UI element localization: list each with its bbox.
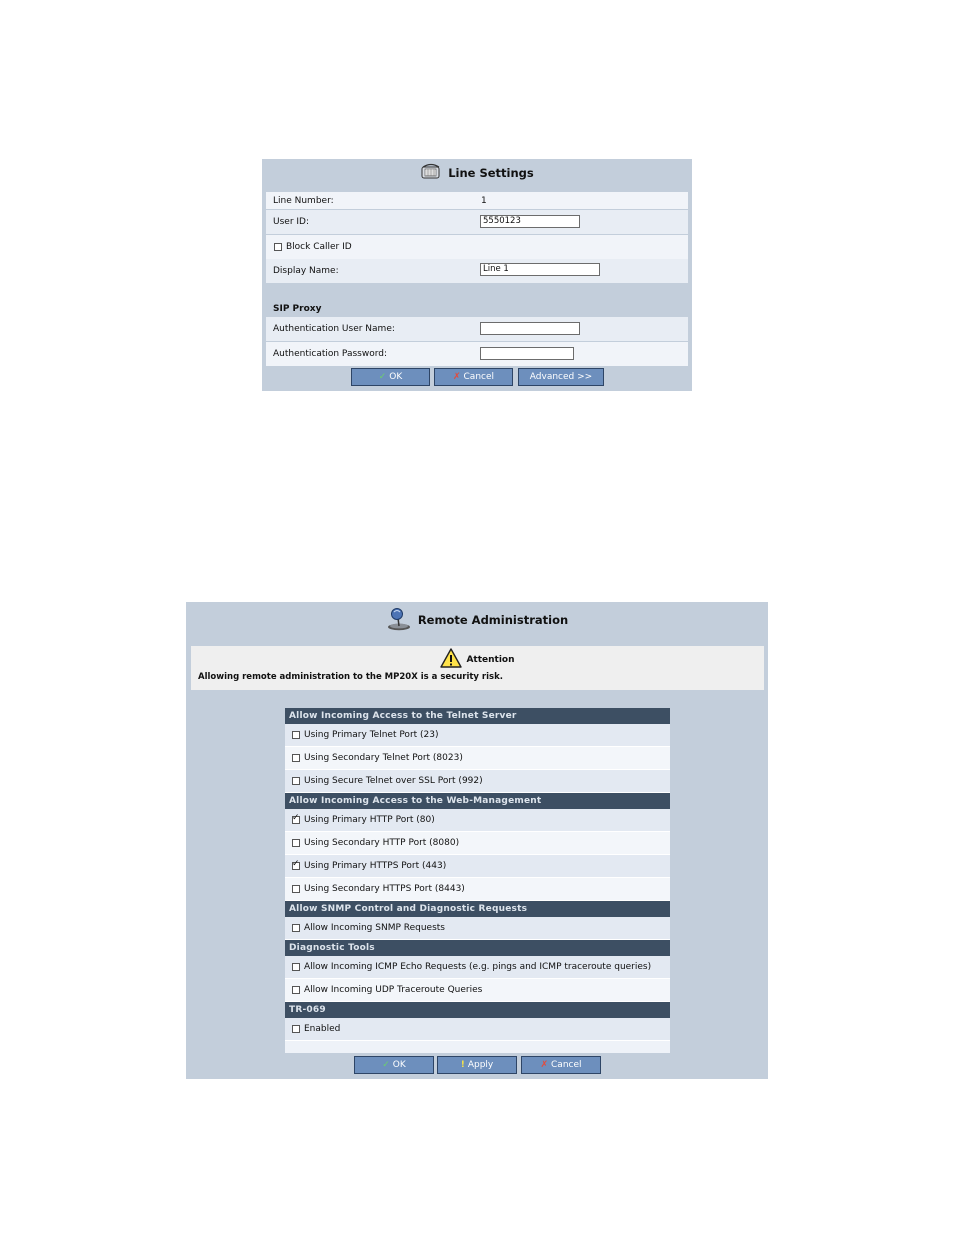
auth-user-label: Authentication User Name:	[273, 324, 395, 334]
option-row	[285, 979, 670, 1002]
option-checkbox[interactable]	[292, 963, 300, 971]
option-checkbox[interactable]	[292, 816, 300, 824]
user-id-input[interactable]: 5550123	[480, 215, 580, 228]
auth-user-input[interactable]	[480, 322, 580, 335]
ra-ok-button[interactable]: ✓ OK	[354, 1056, 434, 1074]
section-header: Allow Incoming Access to the Telnet Server	[285, 708, 670, 724]
block-caller-id-label: Block Caller ID	[286, 242, 352, 252]
section-header: Allow Incoming Access to the Web-Management	[285, 793, 670, 809]
cross-icon: ✗	[540, 1060, 549, 1070]
line-number-row	[266, 192, 688, 209]
section-header: Allow SNMP Control and Diagnostic Requests	[285, 901, 670, 917]
option-row	[285, 917, 670, 940]
option-label: Allow Incoming SNMP Requests	[304, 923, 445, 933]
option-row	[285, 770, 670, 793]
auth-pass-input[interactable]	[480, 347, 574, 360]
line-number-label: Line Number:	[273, 195, 334, 206]
option-row	[285, 724, 670, 747]
block-caller-id-row	[266, 235, 688, 259]
section-header: Diagnostic Tools	[285, 940, 670, 956]
line-cancel-button[interactable]: ✗ Cancel	[434, 368, 513, 386]
exclamation-icon: !	[460, 1060, 465, 1070]
option-row	[285, 1018, 670, 1041]
option-label: Using Primary Telnet Port (23)	[304, 730, 439, 740]
line-settings-title: Line Settings	[448, 166, 534, 180]
option-label: Using Secondary Telnet Port (8023)	[304, 753, 463, 763]
attention-box	[191, 646, 764, 690]
option-row	[285, 878, 670, 901]
remote-admin-panel	[186, 602, 768, 1079]
option-row	[285, 747, 670, 770]
option-checkbox[interactable]	[292, 862, 300, 870]
auth-pass-label: Authentication Password:	[273, 349, 387, 359]
line-number-value: 1	[481, 195, 487, 206]
option-label: Allow Incoming UDP Traceroute Queries	[304, 985, 483, 995]
line-advanced-button[interactable]: Advanced >>	[518, 368, 604, 386]
section-header: TR-069	[285, 1002, 670, 1018]
remote-admin-title: Remote Administration	[417, 613, 569, 627]
display-name-input[interactable]: Line 1	[480, 263, 600, 276]
sip-proxy-header-row	[266, 301, 688, 317]
option-checkbox[interactable]	[292, 839, 300, 847]
user-id-label: User ID:	[273, 217, 309, 227]
option-label: Using Primary HTTP Port (80)	[304, 815, 435, 825]
option-label: Enabled	[304, 1024, 341, 1034]
option-label: Using Secure Telnet over SSL Port (992)	[304, 776, 483, 786]
satellite-dish-icon	[386, 607, 412, 634]
line-settings-header	[262, 163, 692, 183]
remote-admin-options	[285, 708, 670, 1053]
option-label: Using Secondary HTTP Port (8080)	[304, 838, 460, 848]
option-checkbox[interactable]	[292, 885, 300, 893]
check-icon: ✓	[378, 372, 387, 382]
block-caller-id-checkbox[interactable]	[274, 243, 282, 251]
display-name-label: Display Name:	[273, 266, 339, 276]
ra-apply-button[interactable]: ! Apply	[437, 1056, 517, 1074]
ra-cancel-button[interactable]: ✗ Cancel	[521, 1056, 601, 1074]
option-checkbox[interactable]	[292, 1025, 300, 1033]
cross-icon: ✗	[452, 372, 461, 382]
attention-text: Allowing remote administration to the MP20X is a security risk.	[198, 672, 503, 682]
line-ok-button[interactable]: ✓ OK	[351, 368, 430, 386]
option-checkbox[interactable]	[292, 754, 300, 762]
phone-settings-icon	[420, 163, 442, 184]
option-label: Using Primary HTTPS Port (443)	[304, 861, 447, 871]
option-row	[285, 956, 670, 979]
warning-icon	[440, 648, 462, 671]
display-name-row	[266, 259, 688, 283]
option-row	[285, 855, 670, 878]
attention-title: Attention	[466, 654, 515, 665]
user-id-row	[266, 210, 688, 234]
check-icon: ✓	[382, 1060, 390, 1070]
option-row	[285, 809, 670, 832]
line-settings-panel	[262, 159, 692, 391]
option-checkbox[interactable]	[292, 731, 300, 739]
option-row	[285, 832, 670, 855]
option-label: Using Secondary HTTPS Port (8443)	[304, 884, 465, 894]
option-label: Allow Incoming ICMP Echo Requests (e.g. pings and ICMP traceroute queries)	[304, 962, 652, 972]
auth-user-row	[266, 317, 688, 341]
option-checkbox[interactable]	[292, 924, 300, 932]
option-checkbox[interactable]	[292, 986, 300, 994]
remote-admin-header	[186, 607, 768, 633]
option-checkbox[interactable]	[292, 777, 300, 785]
auth-pass-row	[266, 342, 688, 366]
sip-proxy-header: SIP Proxy	[273, 304, 322, 314]
